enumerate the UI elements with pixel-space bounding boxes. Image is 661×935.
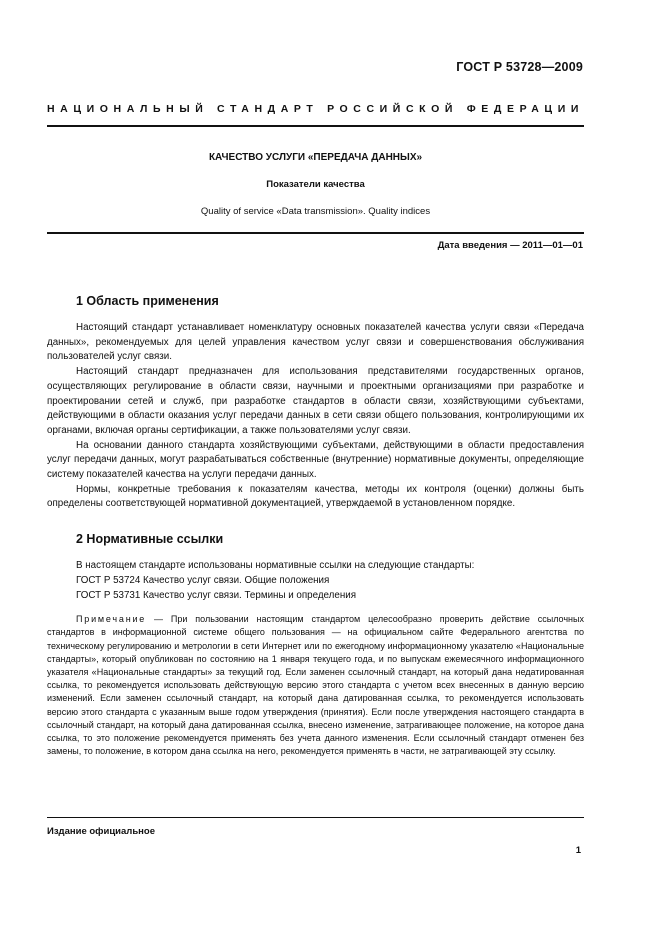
section-scope [47,288,584,512]
note-label: Примечание [76,614,147,625]
references-intro: В настоящем стандарте использованы нормативные ссылки на следующие стандарты: [76,560,475,572]
document-body [47,288,584,758]
top-divider [47,125,584,127]
introduction-date: Дата введения — 2011—01—01 [437,240,583,251]
footer-divider [47,817,584,818]
reference-item: ГОСТ Р 53731 Качество услуг связи. Термины и определения [76,589,357,601]
document-title: КАЧЕСТВО УСЛУГИ «ПЕРЕДАЧА ДАННЫХ» [208,152,423,163]
national-standard-banner: НАЦИОНАЛЬНЫЙ СТАНДАРТ РОССИЙСКОЙ ФЕДЕРАЦИИ [47,103,584,115]
paragraph: Настоящий стандарт устанавливает номенклатуру основных показателей качества услуги связи «Передача данных», рекомендуемых для целей управления качеством услуг связи и совершенствования обслуживания пользователей услуг связи. [47,322,584,363]
section-heading: 1 Область применения [76,294,219,308]
section-heading: 2 Нормативные ссылки [76,532,224,547]
document-subtitle: Показатели качества [266,179,365,190]
page-number: 1 [575,845,581,856]
paragraph: Настоящий стандарт предназначен для использования представителями государственных органов, осуществляющих регулирование в области связи, научными и проектными организациями при разработке и проектировании сетей и служб, при разработке стандартов в области связи, хозяйствующими субъектами, действующими в области оказания услуг передачи данных в сети связи общего пользования, контролирующими их органами, включая органы сертификации, а также пользователями услуг связи. [47,366,584,436]
document-title-english: Quality of service «Data transmission». Quality indices [200,206,431,217]
note [47,613,584,758]
reference-item: ГОСТ Р 53724 Качество услуг связи. Общие положения [76,574,330,586]
title-divider [47,232,584,234]
paragraph: На основании данного стандарта хозяйствующими субъектами, действующими в области предоставления услуг передачи данных, могут разрабатываться собственные (внутренние) нормативные документы, определяющие систему показателей качества на услуги передачи данных. [47,439,584,481]
document-code: ГОСТ Р 53728—2009 [456,60,583,74]
note-text: — При пользовании настоящим стандартом целесообразно проверить действие ссылочных стандартов в информационной системе общего пользования — на официальном сайте Федерального агентства по техническому регулированию и метрологии в сети Интернет или по ежегодному информационному указателю «Национальные стандарты», который опубликован по состоянию на 1 января текущего года, и по выпускам ежемесячного информационного указателя «Национальные стандарты» за текущий год. Если заменен ссылочный стандарт, на который дана недатированная ссылка, то рекомендуется использовать действующую версию этого стандарта с учетом всех внесенных в данную версию изменений. Если заменен ссылочный стандарт, на который дана датированная ссылка, то рекомендуется использовать версию этого стандарта с указанным выше годом утверждения (принятия). Если после утверждения настоящего стандарта в ссылочный стандарт, на который дана датированная ссылка, внесено изменение, затрагивающее положение, на которое дана ссылка, то это положение рекомендуется применять без учета данного изменения. Если ссылочный стандарт отменен без замены, то положение, в котором дана ссылка на него, рекомендуется применять в части, не затрагивающей эту ссылку. [47,614,584,757]
edition-label: Издание официальное [47,826,155,837]
paragraph: Нормы, конкретные требования к показателям качества, методы их контроля (оценки) должны быть определены соответствующей нормативной документацией, утверждаемой в установленном порядке. [47,483,584,510]
section-normative-references [47,526,584,758]
